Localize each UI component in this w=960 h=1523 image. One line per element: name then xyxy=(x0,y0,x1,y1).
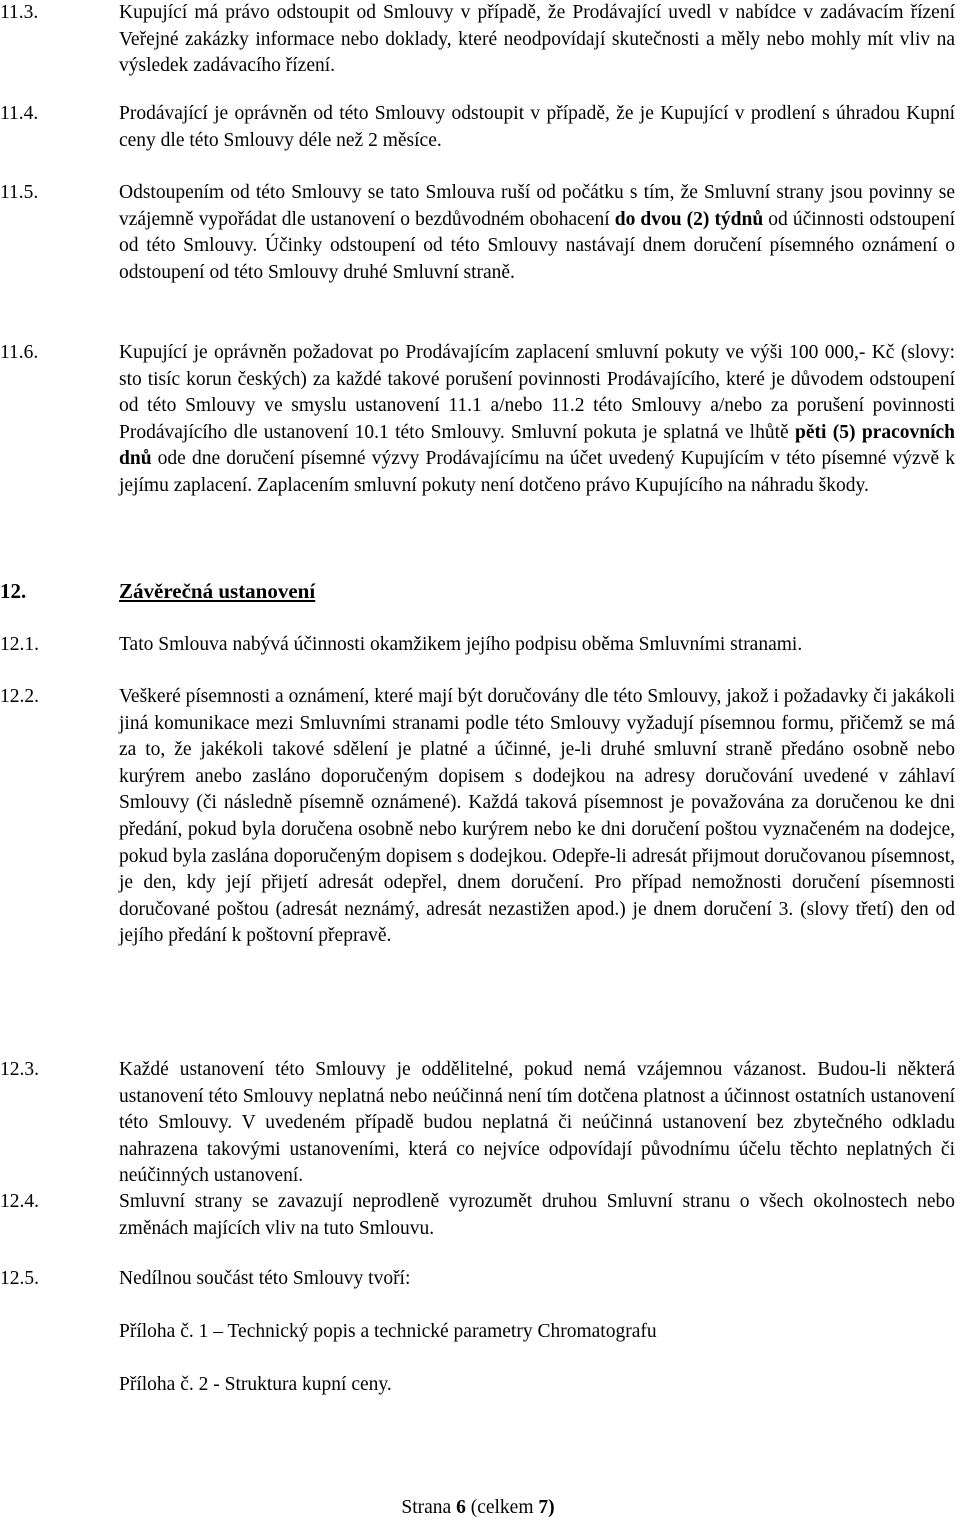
clause-number: 11.4. xyxy=(0,103,39,124)
clause-paragraph: Veškeré písemnosti a oznámení, které mají být doručovány dle této Smlouvy, jakož i požadavky či jakákoli jiná komunikace mezi Smluvními stranami podle této Smlouvy vyžadují písemnou formu, přičemž se má za to, že jakékoli takové sdělení je platné a účinné, je-li druhé smluvní straně předáno osobně nebo kurýrem anebo zasláno doporučeným dopisem s dodejkou na adresy doručování uvedené v záhlaví Smlouvy (či následně písemně oznámené). Každá taková písemnost je považována za doručenou ke dni předání, pokud byla doručena osobně nebo kurýrem nebo ke dni doručení poštou vyznačeném na dodejce, pokud byla zaslána doporučeným dopisem s dodejkou. Odepře-li adresát přijmout doručovanou písemnost, je den, kdy její přijetí adresát odepřel, dnem doručení. Pro případ nemožnosti doručení písemnosti doručované poštou (adresát neznámý, adresát nezastižen apod.) je dnem doručení 3. (slovy třetí) den od jejího předání k poštovní přepravě. xyxy=(119,686,955,947)
page-footer xyxy=(0,1495,956,1522)
clause-text xyxy=(119,1266,955,1293)
clause-number: 12.4. xyxy=(0,1191,39,1212)
clause-paragraph: Tato Smlouva nabývá účinnosti okamžikem jejího podpisu oběma Smluvními stranami. xyxy=(119,634,803,655)
clause-text xyxy=(119,101,955,154)
clause-paragraph xyxy=(119,340,955,500)
clause-number: 11.5. xyxy=(0,182,39,203)
clause-number: 12.2. xyxy=(0,686,39,707)
clause-number: 12.3. xyxy=(0,1059,39,1080)
footer-label: Strana xyxy=(401,1497,457,1518)
text-segment: ode dne doručení písemné výzvy Prodávajícímu na účet uvedený Kupujícím v této písemné výzvě k jejímu zaplacení. Zaplacením smluvní pokuty není dotčeno právo Kupujícího na náhradu škody. xyxy=(119,448,955,496)
clause-paragraph: Nedílnou součást této Smlouvy tvoří: xyxy=(119,1268,411,1289)
attachment-item: Příloha č. 1 – Technický popis a technické parametry Chromatografu xyxy=(119,1321,657,1342)
text-segment: od účinnosti odstoupení od této Smlouvy. Účinky odstoupení od této Smlouvy nastávají dnem doručení písemného oznámení o odstoupení od této Smlouvy druhé Smluvní straně. xyxy=(119,208,955,283)
clause-paragraph xyxy=(119,180,955,286)
text-segment: Kupující je oprávněn požadovat po Prodávajícím zaplacení smluvní pokuty ve výši 100 000,- Kč (slovy: sto tisíc korun českých) za každé takové porušení povinnosti Prodávajícího, které je důvodem odstoupení od této Smlouvy ve smyslu ustanovení 11.1 a/nebo 11.2 této Smlouvy a/nebo za porušení povinnosti Prodávajícího dle ustanovení 10.1 této Smlouvy. Smluvní pokuta je splatná ve lhůtě xyxy=(119,342,955,443)
bold-term: do dvou (2) týdnů xyxy=(614,208,764,230)
clause-text xyxy=(119,1189,955,1242)
clause-text xyxy=(119,340,955,500)
clause-text xyxy=(119,632,955,659)
clause-paragraph: Každé ustanovení této Smlouvy je oddělitelné, pokud nemá vzájemnou vázanost. Budou-li některá ustanovení této Smlouvy neplatná nebo neúčinná není tím dotčena platnost a účinnost ostatních ustanovení této Smlouvy. V uvedeném případě budou neplatná či neúčinná ustanovení bez zbytečného odkladu nahrazena takovými ustanoveními, která co nejvíce odpovídají původnímu účelu těchto neplatných či neúčinných ustanovení. xyxy=(119,1059,955,1187)
text-segment: Odstoupením od této Smlouvy se tato Smlouva ruší od počátku s tím, že Smluvní strany jsou povinny se vzájemně vypořádat dle ustanovení o bezdůvodném obohacení xyxy=(119,182,955,230)
clause-number: 11.6. xyxy=(0,342,39,363)
clause-paragraph: Prodávající je oprávněn od této Smlouvy odstoupit v případě, že je Kupující v prodlení s úhradou Kupní ceny dle této Smlouvy déle než 2 měsíce. xyxy=(119,103,955,151)
page-total: 7) xyxy=(538,1497,555,1518)
attachment-item: Příloha č. 2 - Struktura kupní ceny. xyxy=(119,1374,392,1395)
page-number: 6 xyxy=(456,1497,466,1518)
clause-text xyxy=(119,180,955,286)
clause-number: 12.1. xyxy=(0,634,39,655)
section-title: Závěrečná ustanovení xyxy=(119,579,316,603)
clause-text xyxy=(119,684,955,950)
clause-paragraph: Smluvní strany se zavazují neprodleně vyrozumět druhou Smluvní stranu o všech okolnostech nebo změnách majících vliv na tuto Smlouvu. xyxy=(119,1191,955,1239)
clause-number: 11.3. xyxy=(0,2,39,23)
bold-term: pěti (5) pracovních dnů xyxy=(119,421,955,470)
clause-number: 12.5. xyxy=(0,1268,39,1289)
footer-label: (celkem xyxy=(465,1497,539,1518)
section-number: 12. xyxy=(0,579,27,603)
clause-paragraph: Kupující má právo odstoupit od Smlouvy v případě, že Prodávající uvedl v nabídce v zadávacím řízení Veřejné zakázky informace nebo doklady, které neodpovídají skutečnosti a měly nebo mohly mít vliv na výsledek zadávacího řízení. xyxy=(119,2,955,77)
clause-text xyxy=(119,1057,955,1190)
clause-text xyxy=(119,0,955,80)
